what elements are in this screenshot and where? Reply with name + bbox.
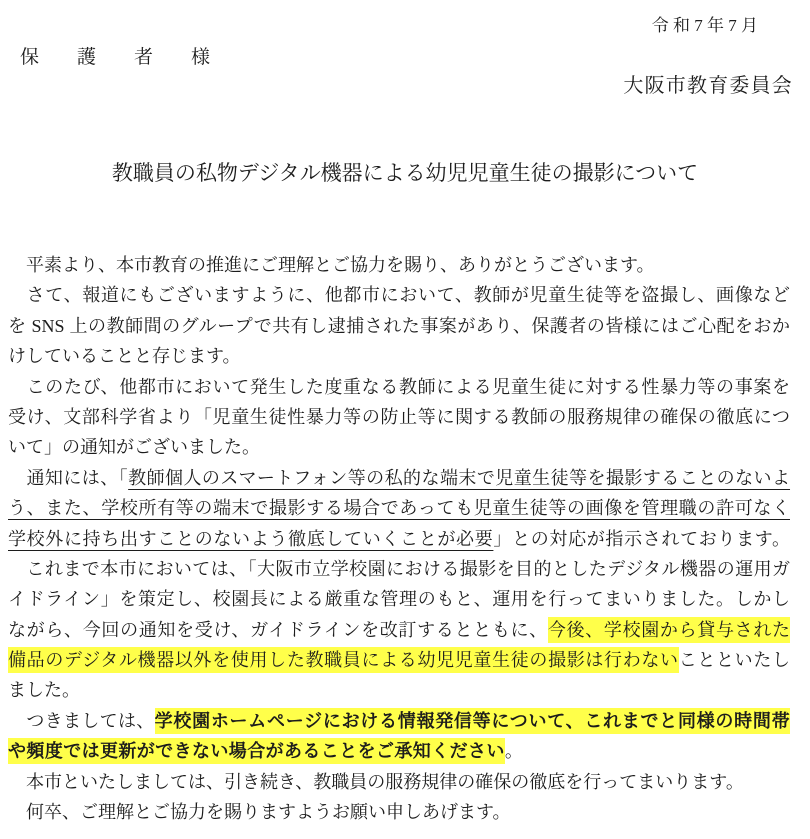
text-segment-normal: さて、報道にもございますように、他都市において、教師が児童生徒等を盗撮し、画像など — [8, 285, 790, 306]
body-line — [8, 706, 790, 736]
text-segment-normal: 」との対応が指示されております。 — [493, 528, 791, 549]
text-segment-normal: いて」の通知がございました。 — [8, 437, 260, 458]
body-line — [8, 280, 790, 310]
body-line — [8, 311, 790, 341]
text-segment-highlight-bold: や頻度では更新ができない場合があることをご承知ください — [8, 738, 505, 764]
text-segment-underline: 学校外に持ち出すことのないよう徹底していくことが必要 — [8, 528, 494, 549]
body-line — [8, 463, 790, 493]
body-line — [8, 554, 790, 584]
body-line — [8, 675, 790, 705]
text-segment-underline: 教師個人のスマートフォン等の私的な端末で児童生徒等を撮影することのないよ — [128, 467, 791, 488]
body-line — [8, 250, 790, 280]
text-segment-normal: つきましては、 — [8, 710, 155, 731]
sender-organization: 大阪市教育委員会 — [623, 75, 793, 97]
text-segment-underline: う、また、学校所有等の端末で撮影する場合であっても児童生徒等の画像を管理職の許可なく — [8, 498, 790, 519]
body-line — [8, 645, 790, 675]
document-body — [8, 250, 790, 827]
body-line — [8, 341, 790, 371]
body-line — [8, 372, 790, 402]
text-segment-highlight: 備品のデジタル機器以外を使用した教職員による幼児児童生徒の撮影は行わない — [8, 647, 679, 673]
text-segment-normal: このたび、他都市において発生した度重なる教師による児童生徒に対する性暴力等の事案を — [8, 376, 790, 397]
text-segment-normal: 本市といたしましては、引き続き、教職員の服務規律の確保の徹底を行ってまいります。 — [8, 771, 744, 792]
text-segment-normal: を SNS 上の教師間のグループで共有し逮捕された事案があり、保護者の皆様にはご心配をおか — [8, 315, 790, 336]
body-line — [8, 432, 790, 462]
text-segment-normal: けしていることと存じます。 — [8, 346, 241, 367]
body-line — [8, 524, 790, 554]
text-segment-normal: 通知には、「 — [8, 467, 129, 488]
document-title: 教職員の私物デジタル機器による幼児児童生徒の撮影について — [111, 161, 699, 185]
text-segment-normal: 何卒、ご理解とご協力を賜りますようお願い申しあげます。 — [8, 802, 511, 823]
recipient-line: 保 護 者 様 — [20, 47, 211, 68]
text-segment-normal: ました。 — [8, 680, 80, 701]
body-line — [8, 402, 790, 432]
text-segment-normal: イドライン」を策定し、校園長による厳重な管理のもと、運用を行ってまいりました。しかし — [8, 589, 790, 610]
text-segment-normal: 平素より、本市教育の推進にご理解とご協力を賜り、ありがとうございます。 — [8, 255, 655, 275]
body-line — [8, 615, 790, 645]
body-line — [8, 797, 790, 827]
body-line — [8, 493, 790, 523]
text-segment-highlight: 今後、学校園から貸与された — [548, 617, 790, 643]
text-segment-normal: ながら、今回の通知を受け、ガイドラインを改訂するとともに、 — [8, 619, 548, 640]
text-segment-normal: 受け、文部科学省より「児童生徒性暴力等の防止等に関する教師の服務規律の確保の徹底につ — [8, 406, 790, 427]
document-date: 令 和 7 年 7 月 — [651, 16, 758, 35]
text-segment-highlight-bold: 学校園ホームページにおける情報発信等について、これまでと同様の時間帯 — [155, 708, 790, 734]
body-line — [8, 767, 790, 797]
text-segment-normal: ことといたし — [678, 650, 791, 671]
text-segment-normal: これまで本市においては、「大阪市立学校園における撮影を目的としたデジタル機器の運用ガ — [8, 558, 790, 579]
body-line — [8, 584, 790, 614]
body-line — [8, 736, 790, 766]
text-segment-normal: 。 — [504, 741, 523, 762]
